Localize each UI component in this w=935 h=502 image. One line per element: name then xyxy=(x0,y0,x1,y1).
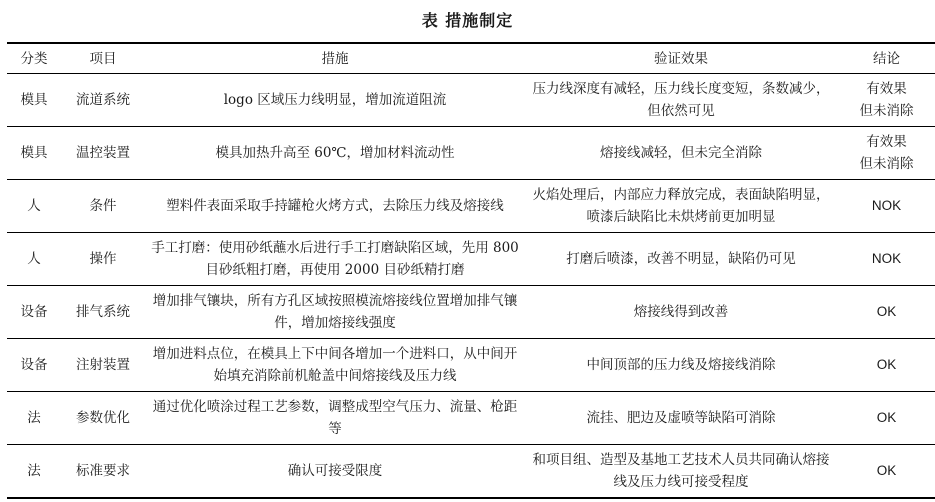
cell-effect: 和项目组、造型及基地工艺技术人员共同确认熔接线及压力线可接受程度 xyxy=(532,452,830,490)
cell-effect: 熔接线减轻，但未完全消除 xyxy=(600,145,762,161)
header-effect: 验证效果 xyxy=(654,50,708,67)
cell-category: 设备 xyxy=(20,304,48,320)
cell-effect: 熔接线得到改善 xyxy=(633,304,729,320)
table-title: 表 措施制定 xyxy=(421,11,514,30)
cell-category: 模具 xyxy=(20,145,48,161)
cell-conclusion: 有效果 但未消除 xyxy=(859,134,914,171)
cell-category: 法 xyxy=(27,410,41,426)
cell-conclusion: OK xyxy=(876,463,897,478)
table-row xyxy=(7,286,935,339)
cell-effect: 压力线深度有减轻，压力线长度变短，条数减少，但依然可见 xyxy=(532,81,830,119)
table-row xyxy=(7,445,935,499)
table-row xyxy=(7,127,935,180)
cell-conclusion: NOK xyxy=(871,251,902,266)
header-item: 项目 xyxy=(89,50,117,67)
cell-item: 排气系统 xyxy=(76,304,130,320)
cell-effect: 打磨后喷漆，改善不明显，缺陷仍可见 xyxy=(566,251,796,267)
cell-effect: 中间顶部的压力线及熔接线消除 xyxy=(586,357,776,373)
cell-measure: 增加进料点位，在模具上下中间各增加一个进料口，从中间开始填充消除前机舱盖中间熔接线及压力线 xyxy=(152,346,518,384)
cell-measure: 通过优化喷涂过程工艺参数，调整成型空气压力、流量、枪距等 xyxy=(152,399,518,437)
table-row xyxy=(7,74,935,127)
table-row xyxy=(7,180,935,233)
measures-table xyxy=(7,42,935,499)
cell-item: 温控装置 xyxy=(76,145,130,161)
cell-item: 参数优化 xyxy=(76,410,130,426)
cell-category: 法 xyxy=(27,463,41,479)
header-measure: 措施 xyxy=(321,50,349,67)
cell-category: 模具 xyxy=(20,92,48,108)
cell-effect: 流挂、肥边及虚喷等缺陷可消除 xyxy=(586,410,776,426)
cell-item: 操作 xyxy=(89,251,117,267)
cell-category: 人 xyxy=(27,198,41,214)
cell-item: 条件 xyxy=(89,198,117,214)
cell-measure: 确认可接受限度 xyxy=(287,463,383,479)
cell-item: 流道系统 xyxy=(76,92,130,108)
cell-measure: 增加排气镶块，所有方孔区域按照模流熔接线位置增加排气镶件，增加熔接线强度 xyxy=(152,293,518,331)
cell-conclusion: OK xyxy=(876,304,897,319)
cell-conclusion: 有效果 但未消除 xyxy=(859,81,914,118)
cell-item: 标准要求 xyxy=(76,463,130,479)
header-category: 分类 xyxy=(20,50,48,67)
cell-category: 设备 xyxy=(20,357,48,373)
table-row xyxy=(7,233,935,286)
cell-measure: logo 区域压力线明显，增加流道阻流 xyxy=(223,92,447,108)
cell-item: 注射装置 xyxy=(76,357,130,373)
cell-conclusion: OK xyxy=(876,357,897,372)
cell-category: 人 xyxy=(27,251,41,267)
cell-conclusion: NOK xyxy=(871,198,902,213)
cell-measure: 塑料件表面采取手持罐枪火烤方式，去除压力线及熔接线 xyxy=(166,198,504,214)
cell-measure: 模具加热升高至 60℃，增加材料流动性 xyxy=(215,145,455,161)
header-conclusion: 结论 xyxy=(873,50,900,67)
table-row xyxy=(7,392,935,445)
cell-conclusion: OK xyxy=(876,410,897,425)
header-row xyxy=(7,43,935,74)
cell-measure: 手工打磨：使用砂纸蘸水后进行手工打磨缺陷区域，先用 800 目砂纸粗打磨，再使用 2000 目砂纸精打磨 xyxy=(151,240,519,278)
table-row xyxy=(7,339,935,392)
cell-effect: 火焰处理后，内部应力释放完成，表面缺陷明显，喷漆后缺陷比未烘烤前更加明显 xyxy=(532,187,830,225)
